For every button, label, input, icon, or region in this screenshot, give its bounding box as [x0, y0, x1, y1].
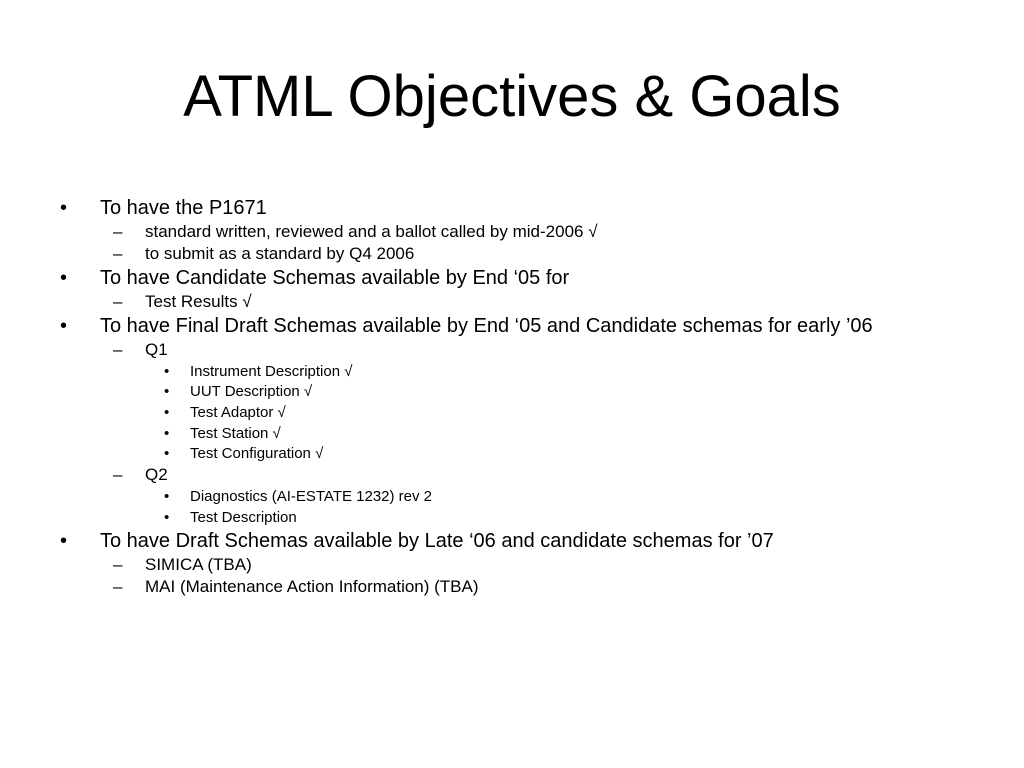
- bullet-marker: •: [60, 197, 68, 219]
- sub-item: [0, 222, 1024, 242]
- sub-sub-item-text: Test Description: [190, 508, 297, 526]
- sub-sub-item: [0, 404, 1024, 422]
- sub-item: [0, 555, 1024, 575]
- sub-sub-item: [0, 488, 1024, 506]
- dash-marker: –: [113, 340, 123, 359]
- dash-marker: –: [113, 465, 123, 485]
- slide-body: [0, 197, 1024, 757]
- sub-sub-item-text: Test Adaptor √: [190, 404, 286, 422]
- bullet-marker: •: [164, 424, 170, 442]
- bullet-item: [0, 530, 1024, 553]
- sub-item-text: to submit as a standard by Q4 2006: [145, 244, 415, 263]
- bullet-marker: •: [164, 383, 170, 401]
- bullet-marker: •: [60, 315, 68, 337]
- bullet-marker: •: [164, 362, 170, 380]
- sub-item-text: Test Results √: [145, 292, 252, 311]
- bullet-text: To have the P1671: [100, 197, 267, 219]
- sub-item: [0, 465, 1024, 485]
- bullet-text: To have Draft Schemas available by Late ‘06 and candidate schemas for ’07: [100, 529, 774, 552]
- sub-item: [0, 577, 1024, 597]
- sub-sub-item-text: Diagnostics (AI-ESTATE 1232) rev 2: [190, 488, 433, 506]
- sub-sub-item-text: Test Station √: [190, 424, 281, 442]
- bullet-item: [0, 267, 1024, 290]
- dash-marker: –: [113, 292, 123, 311]
- bullet-marker: •: [164, 508, 170, 526]
- dash-marker: –: [113, 244, 123, 263]
- bullet-marker: •: [60, 267, 68, 289]
- sub-item: [0, 340, 1024, 360]
- sub-item-text: SIMICA (TBA): [145, 554, 252, 574]
- sub-item-text: Q2: [145, 465, 168, 485]
- sub-sub-item: [0, 425, 1024, 443]
- bullet-marker: •: [164, 445, 170, 463]
- bullet-marker: •: [164, 404, 170, 422]
- sub-item: [0, 292, 1024, 312]
- bullet-text: To have Final Draft Schemas available by End ‘05 and Candidate schemas for early ’06: [100, 315, 873, 337]
- bullet-marker: •: [164, 488, 170, 506]
- sub-item-text: Q1: [145, 340, 168, 359]
- bullet-marker: •: [60, 529, 68, 552]
- bullet-item: [0, 315, 1024, 338]
- sub-item: [0, 244, 1024, 264]
- bullet-text: To have Candidate Schemas available by End ‘05 for: [100, 267, 570, 289]
- dash-marker: –: [113, 554, 123, 574]
- slide-title: ATML Objectives & Goals: [183, 64, 841, 129]
- bullet-item: [0, 197, 1024, 220]
- sub-item-text: standard written, reviewed and a ballot called by mid-2006 √: [145, 222, 598, 241]
- sub-sub-item: [0, 509, 1024, 527]
- sub-sub-item-text: Instrument Description √: [190, 362, 353, 380]
- sub-sub-item-text: UUT Description √: [190, 383, 313, 401]
- sub-sub-item: [0, 383, 1024, 401]
- sub-sub-item: [0, 445, 1024, 463]
- sub-item-text: MAI (Maintenance Action Information) (TBA): [145, 576, 479, 596]
- sub-sub-item-text: Test Configuration √: [190, 445, 324, 463]
- dash-marker: –: [113, 222, 123, 241]
- sub-sub-item: [0, 363, 1024, 381]
- dash-marker: –: [113, 576, 123, 596]
